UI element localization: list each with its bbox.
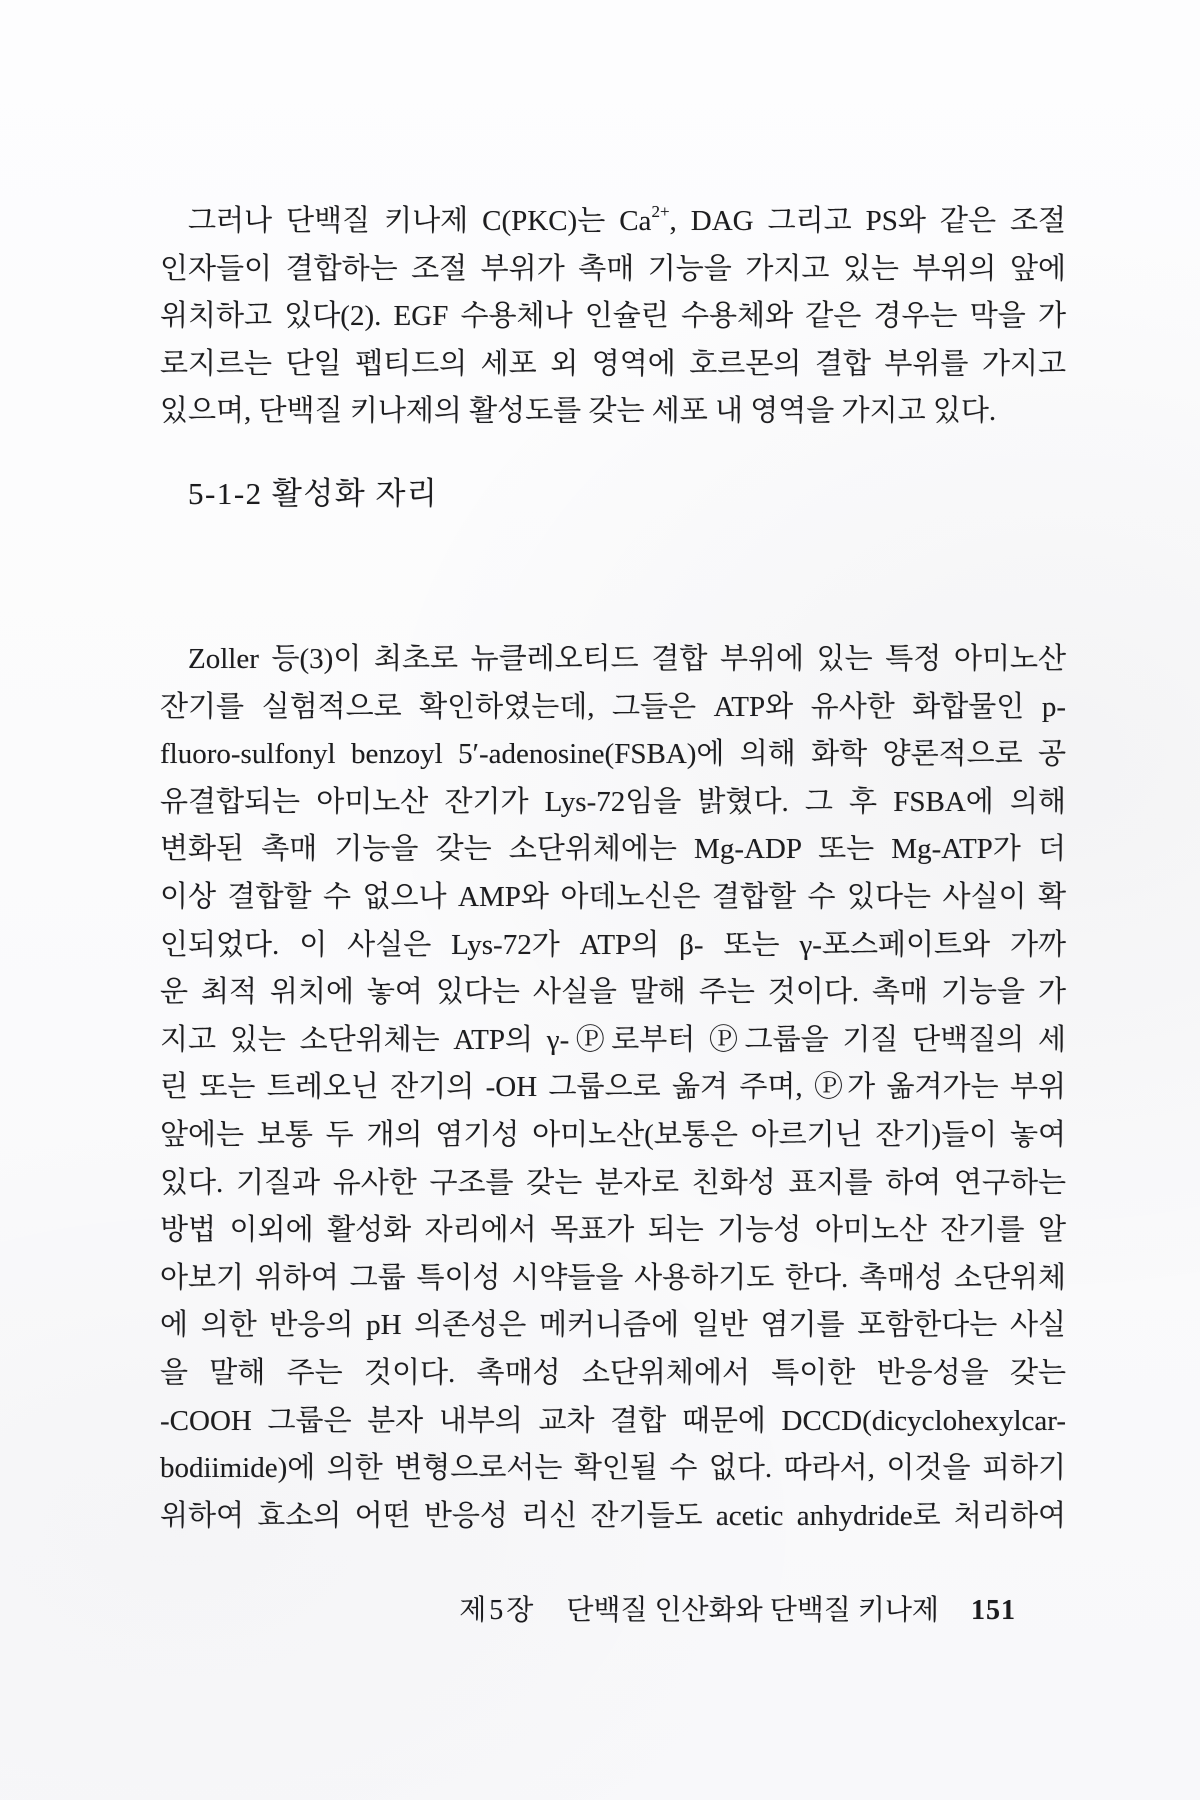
text-line: bodiimide)에 의한 변형으로서는 확인될 수 없다. 따라서, 이것을 피하기 [160,1452,1066,1485]
text-line: 이상 결합할 수 없으나 AMP와 아데노신은 결합할 수 있다는 사실이 확 [160,880,1066,913]
footer-chapter-label: 제5장 [459,1595,537,1626]
text-line: -COOH 그룹은 분자 내부의 교차 결합 때문에 DCCD(dicyclohexylcar- [160,1404,1066,1437]
text-line: 유결합되는 아미노산 잔기가 Lys-72임을 밝혔다. 그 후 FSBA에 의해 [160,785,1066,818]
section-heading: 5-1-2 활성화 자리 [188,476,439,511]
text-line: 인되었다. 이 사실은 Lys-72가 ATP의 β- 또는 γ-포스페이트와 가까 [160,928,1066,961]
text-line: 있으며, 단백질 키나제의 활성도를 갖는 세포 내 영역을 가지고 있다. [160,395,997,428]
paragraph-2 [160,636,1066,1540]
text-line: fluoro-sulfonyl benzoyl 5′-adenosine(FSBA)에 의해 화학 양론적으로 공 [160,738,1066,771]
text-line: 변화된 촉매 기능을 갖는 소단위체에는 Mg-ADP 또는 Mg-ATP가 더 [160,833,1066,866]
footer-running-title: 단백질 인산화와 단백질 키나제 [566,1595,939,1626]
text-line: 지고 있는 소단위체는 ATP의 γ-Ⓟ로부터 Ⓟ그룹을 기질 단백질의 세 [160,1023,1066,1056]
superscript-2plus: 2+ [651,202,670,221]
page-footer [459,1594,1016,1628]
text-line: Zoller 등(3)이 최초로 뉴클레오티드 결합 부위에 있는 특정 아미노산 [188,643,1066,675]
text-line: 운 최적 위치에 놓여 있다는 사실을 말해 주는 것이다. 촉매 기능을 가 [160,976,1066,1009]
paragraph-1 [160,198,1066,436]
text-line: 잔기를 실험적으로 확인하였는데, 그들은 ATP와 유사한 화합물인 p- [160,690,1066,723]
text-line: 위치하고 있다(2). EGF 수용체나 인슐린 수용체와 같은 경우는 막을 가 [160,300,1066,333]
text-segment: , DAG 그리고 PS와 같은 조절 [669,205,1066,237]
text-line: 방법 이외에 활성화 자리에서 목표가 되는 기능성 아미노산 잔기를 알 [160,1214,1066,1247]
footer-page-number: 151 [971,1595,1016,1626]
text-segment: 그러나 단백질 키나제 C(PKC)는 Ca [188,205,652,237]
text-line: 앞에는 보통 두 개의 염기성 아미노산(보통은 아르기닌 잔기)들이 놓여 [160,1118,1066,1151]
text-line: 아보기 위하여 그룹 특이성 시약들을 사용하기도 한다. 촉매성 소단위체 [160,1261,1066,1294]
text-line: 있다. 기질과 유사한 구조를 갖는 분자로 친화성 표지를 하여 연구하는 [160,1166,1066,1199]
text-line: 에 의한 반응의 pH 의존성은 메커니즘에 일반 염기를 포함한다는 사실 [160,1309,1066,1342]
text-line: 인자들이 결합하는 조절 부위가 촉매 기능을 가지고 있는 부위의 앞에 [160,252,1066,285]
text-line: 을 말해 주는 것이다. 촉매성 소단위체에서 특이한 반응성을 갖는 [160,1356,1066,1389]
text-line [160,198,1066,246]
text-line: 로지르는 단일 펩티드의 세포 외 영역에 호르몬의 결합 부위를 가지고 [160,347,1066,380]
text-line: 린 또는 트레오닌 잔기의 -OH 그룹으로 옮겨 주며, Ⓟ가 옮겨가는 부위 [160,1071,1066,1104]
text-line: 위하여 효소의 어떤 반응성 리신 잔기들도 acetic anhydride로 처리하여 [160,1499,1066,1532]
